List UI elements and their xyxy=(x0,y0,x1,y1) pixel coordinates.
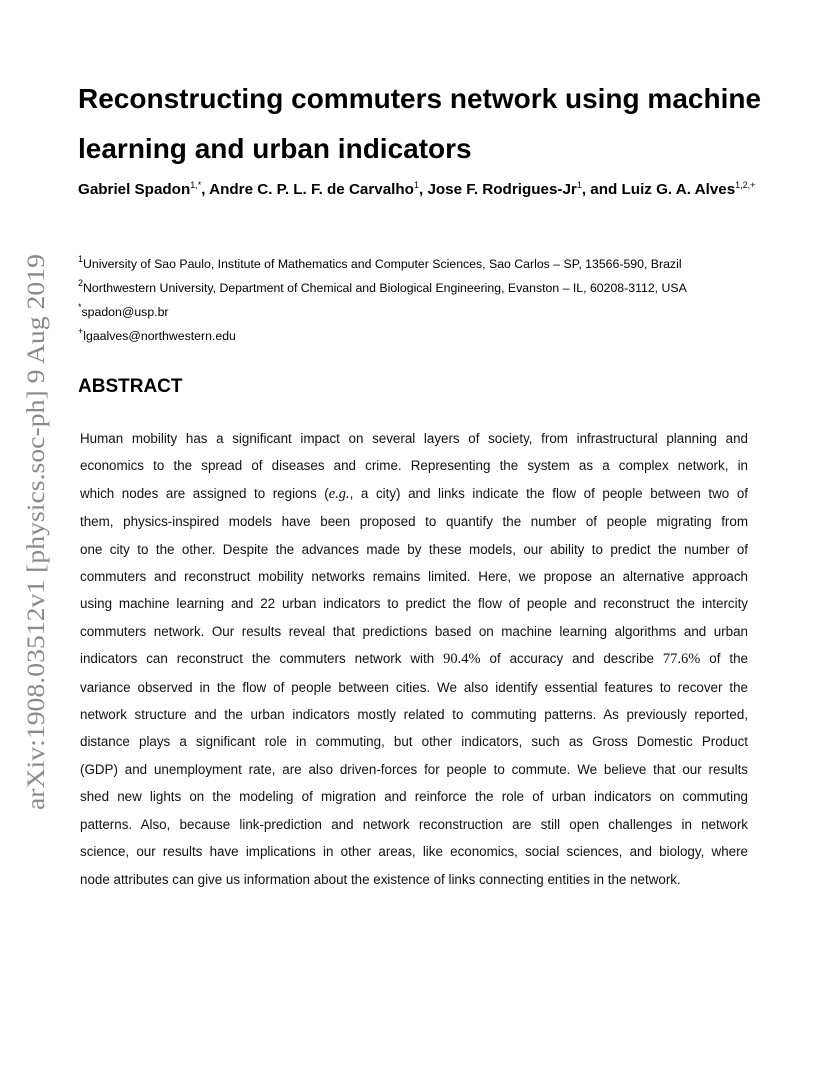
author-affiliation-mark: 1,* xyxy=(190,180,202,190)
abstract-line: shed new lights on the modeling of migration and reinforce the role of urban indicators on commuting xyxy=(80,789,748,805)
title-line-2: learning and urban indicators xyxy=(78,133,472,164)
arxiv-identifier: arXiv:1908.03512v1 [physics.soc-ph] 9 Aug 2019 xyxy=(23,308,50,810)
author: Gabriel Spadon$^{1,*}$ xyxy=(78,180,202,198)
abstract-line: commuters network. Our results reveal that predictions based on machine learning algorithms and urban xyxy=(80,623,748,639)
abstract-line: node attributes can give us information about the existence of links connecting entities in the network. xyxy=(80,871,681,887)
arxiv-watermark xyxy=(22,250,50,810)
title-line-1: Reconstructing commuters network using machine xyxy=(78,83,762,114)
affiliation-list xyxy=(78,252,778,348)
abstract-line: indicators can reconstruct the commuters network with 90.4% of accuracy and describe 77.6% of the xyxy=(80,651,748,668)
author-affiliation-mark: 1,2,+ xyxy=(735,180,756,190)
abstract-heading: ABSTRACT xyxy=(78,376,183,397)
abstract-line: distance plays a significant role in commuting, but other indicators, such as Gross Domestic Product xyxy=(80,734,748,750)
abstract-line: one city to the other. Despite the advances made by these models, our ability to predict the number of xyxy=(80,541,748,557)
abstract-line: network structure and the urban indicators mostly related to commuting patterns. As previously reported, xyxy=(80,707,748,723)
author-list xyxy=(78,177,768,203)
corresponding-email: *spadon@usp.br xyxy=(78,302,169,319)
abstract-line: commuters and reconstruct mobility networks remains limited. Here, we propose an alternative approach xyxy=(80,569,748,585)
abstract-line: Human mobility has a significant impact on several layers of society, from infrastructural planning and xyxy=(80,431,748,446)
corresponding-email: +lgaalves@northwestern.edu xyxy=(78,326,236,343)
variance-value: 77.6% xyxy=(662,651,701,668)
abstract-line: patterns. Also, because link-prediction and network reconstruction are still open challenges in network xyxy=(80,816,748,832)
author-affiliation-mark: 1 xyxy=(576,180,582,190)
abstract-line: them, physics-inspired models have been proposed to quantify the number of people migrating from xyxy=(80,514,748,530)
accuracy-value: 90.4% xyxy=(443,651,481,668)
abstract-line: which nodes are assigned to regions (e.g., a city) and links indicate the flow of people between two of xyxy=(80,485,748,502)
paper-title xyxy=(78,74,778,174)
abstract-body xyxy=(80,425,748,893)
abstract-line: science, our results have implications in other areas, like economics, social sciences, and biology, where xyxy=(80,844,748,860)
abstract-line: (GDP) and unemployment rate, are also driven-forces for people to commute. We believe that our results xyxy=(80,761,748,777)
author: , Andre C. P. L. F. de Carvalho$^1$ xyxy=(201,181,419,198)
affiliation-item: $^1$University of Sao Paulo, Institute of Mathematics and Computer Sciences, Sao Carlos – SP, 13566-590, Brazil xyxy=(78,254,682,271)
abstract-line: variance observed in the flow of people between cities. We also identify essential features to recover the xyxy=(80,679,748,695)
author-affiliation-mark: 1 xyxy=(413,180,419,190)
affiliation-item: $^2$Northwestern University, Department of Chemical and Biological Engineering, Evanston – IL, 60208-3112, USA xyxy=(78,278,687,295)
author: , Jose F. Rodrigues-Jr$^1$ xyxy=(419,181,582,198)
author: , and Luiz G. A. Alves$^{1,2,+}$ xyxy=(582,181,756,198)
abstract-line: economics to the spread of diseases and crime. Representing the system as a complex network, in xyxy=(80,458,748,474)
abstract-line: using machine learning and 22 urban indicators to predict the flow of people and reconstruct the intercity xyxy=(80,596,748,612)
